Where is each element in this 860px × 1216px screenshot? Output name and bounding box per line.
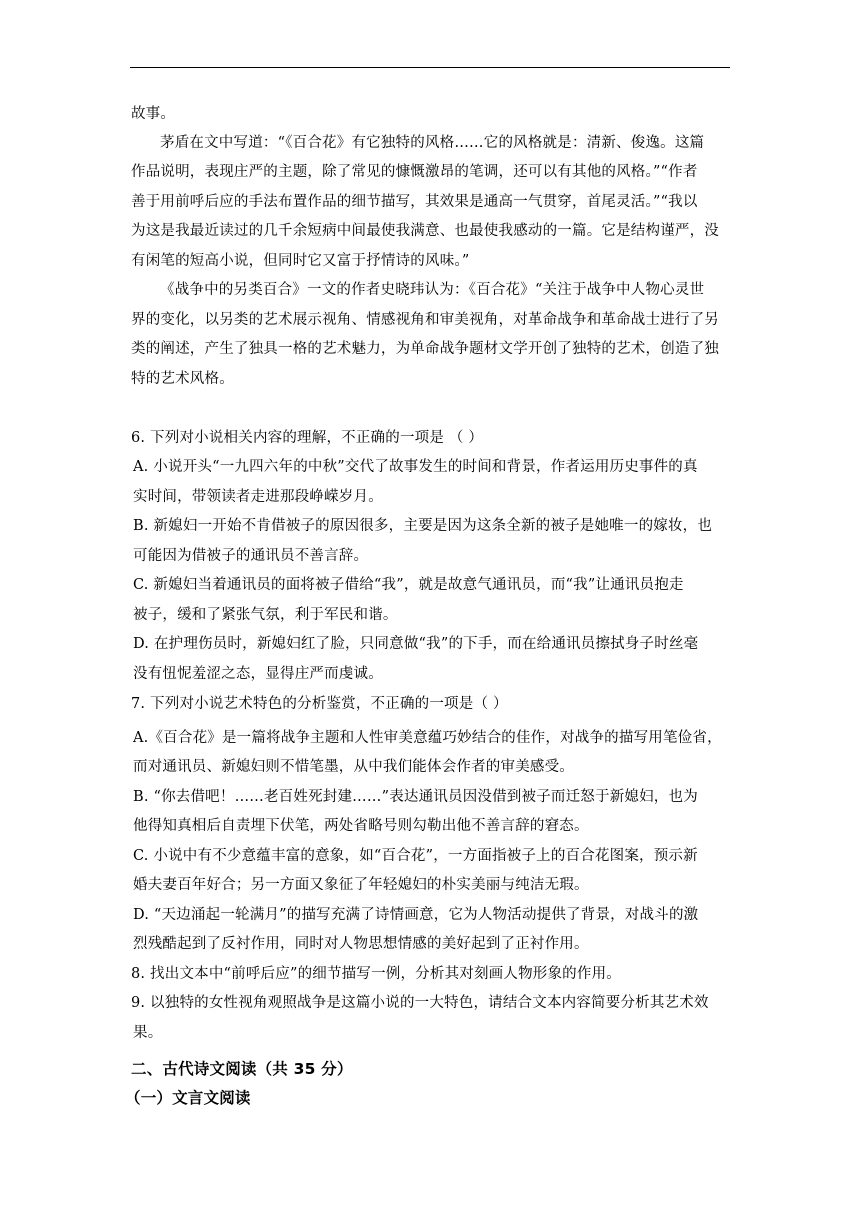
question-9-stem: 9. 以独特的女性视角观照战争是这篇小说的一大特色，请结合文本内容简要分析其艺术效: [131, 995, 709, 1011]
passage-line: 善于用前呼后应的手法布置作品的细节描写，其效果是通高一气贯穿，首尾灵活。”“我以: [131, 194, 698, 210]
passage-line: 作品说明，表现庄严的主题，除了常见的慷慨激昂的笔调，还可以有其他的风格。”“作者: [131, 164, 698, 180]
q6-option-b: B. 新媳妇一开始不肯借被子的原因很多，主要是因为这条全新的被子是她唯一的嫁妆，也: [133, 518, 713, 534]
q7-option-c: C. 小说中有不少意蕴丰富的意象，如“百合花”，一方面指被子上的百合花图案，预示新: [133, 848, 698, 864]
question-9-stem-cont: 果。: [133, 1025, 163, 1041]
q7-option-b: B. “你去借吧！……老百姓死封建……”表达通讯员因没借到被子而迁怒于新媳妇，也为: [133, 789, 698, 805]
q7-option-c-cont: 婚夫妻百年好合；另一方面又象征了年轻媳妇的朴实美丽与纯洁无瑕。: [133, 877, 589, 893]
q6-option-c-cont: 被子，缓和了紧张气氛，利于军民和谐。: [133, 607, 398, 623]
q6-option-a: A. 小说开头“一九四六年的中秋”交代了故事发生的时间和背景，作者运用历史事件的真: [133, 459, 698, 475]
passage-line: 有闲笔的短高小说，但同时它又富于抒情诗的风味。”: [131, 253, 470, 269]
passage-line: 类的阐述，产生了独具一格的艺术魅力，为单命战争题材文学开创了独特的艺术，创造了独: [131, 341, 719, 357]
q6-option-d-cont: 没有忸怩羞涩之态，显得庄严而虔诚。: [133, 666, 383, 682]
q7-option-b-cont: 他得知真相后自责埋下伏笔，两处省略号则勾勒出他不善言辞的窘态。: [133, 818, 589, 834]
q6-option-b-cont: 可能因为借被子的通讯员不善言辞。: [133, 548, 369, 564]
header-rule: [130, 67, 730, 68]
subsection-heading: （一）文言文阅读: [125, 1089, 251, 1107]
passage-line: 故事。: [131, 106, 176, 122]
q7-option-a-cont: 而对通讯员、新媳妇则不惜笔墨，从中我们能体会作者的审美感受。: [133, 759, 574, 775]
passage-line: 特的艺术风格。: [131, 371, 234, 387]
q7-option-a: A.《百合花》是一篇将战争主题和人性审美意蕴巧妙结合的佳作，对战争的描写用笔俭省，: [133, 730, 722, 746]
q7-option-d-cont: 烈残酷起到了反衬作用，同时对人物思想情感的美好起到了正衬作用。: [133, 936, 589, 952]
q6-option-c: C. 新媳妇当着通讯员的面将被子借给“我”，就是故意气通讯员，而“我”让通讯员抱走: [133, 577, 684, 593]
passage-line: 为这是我最近读过的几千余短病中间最使我满意、也最使我感动的一篇。它是结构谨严，没: [131, 223, 719, 239]
q7-option-d: D. “天边涌起一轮满月”的描写充满了诗情画意，它为人物活动提供了背景，对战斗的激: [133, 907, 699, 923]
q6-option-d: D. 在护理伤员时，新媳妇红了脸，只同意做“我”的下手，而在给通讯员擦拭身子时丝毫: [133, 636, 699, 652]
question-7-stem: 7. 下列对小说艺术特色的分析鉴赏，不正确的一项是（ ）: [131, 696, 508, 712]
question-6-stem: 6. 下列对小说相关内容的理解，不正确的一项是 （ ）: [131, 430, 484, 446]
passage-line: 界的变化，以另类的艺术展示视角、情感视角和审美视角，对革命战争和革命战士进行了另: [131, 312, 719, 328]
q6-option-a-cont: 实时间，带领读者走进那段峥嵘岁月。: [133, 489, 383, 505]
passage-line: 茅盾在文中写道：“《百合花》有它独特的风格……它的风格就是：清新、俊逸。这篇: [160, 135, 705, 151]
passage-line: 《战争中的另类百合》一文的作者史晓玮认为：《百合花》“关注于战争中人物心灵世: [160, 282, 705, 298]
section-heading: 二、古代诗文阅读（共 35 分）: [131, 1060, 353, 1078]
question-8-stem: 8. 找出文本中“前呼后应”的细节描写一例，分析其对刻画人物形象的作用。: [131, 966, 621, 982]
